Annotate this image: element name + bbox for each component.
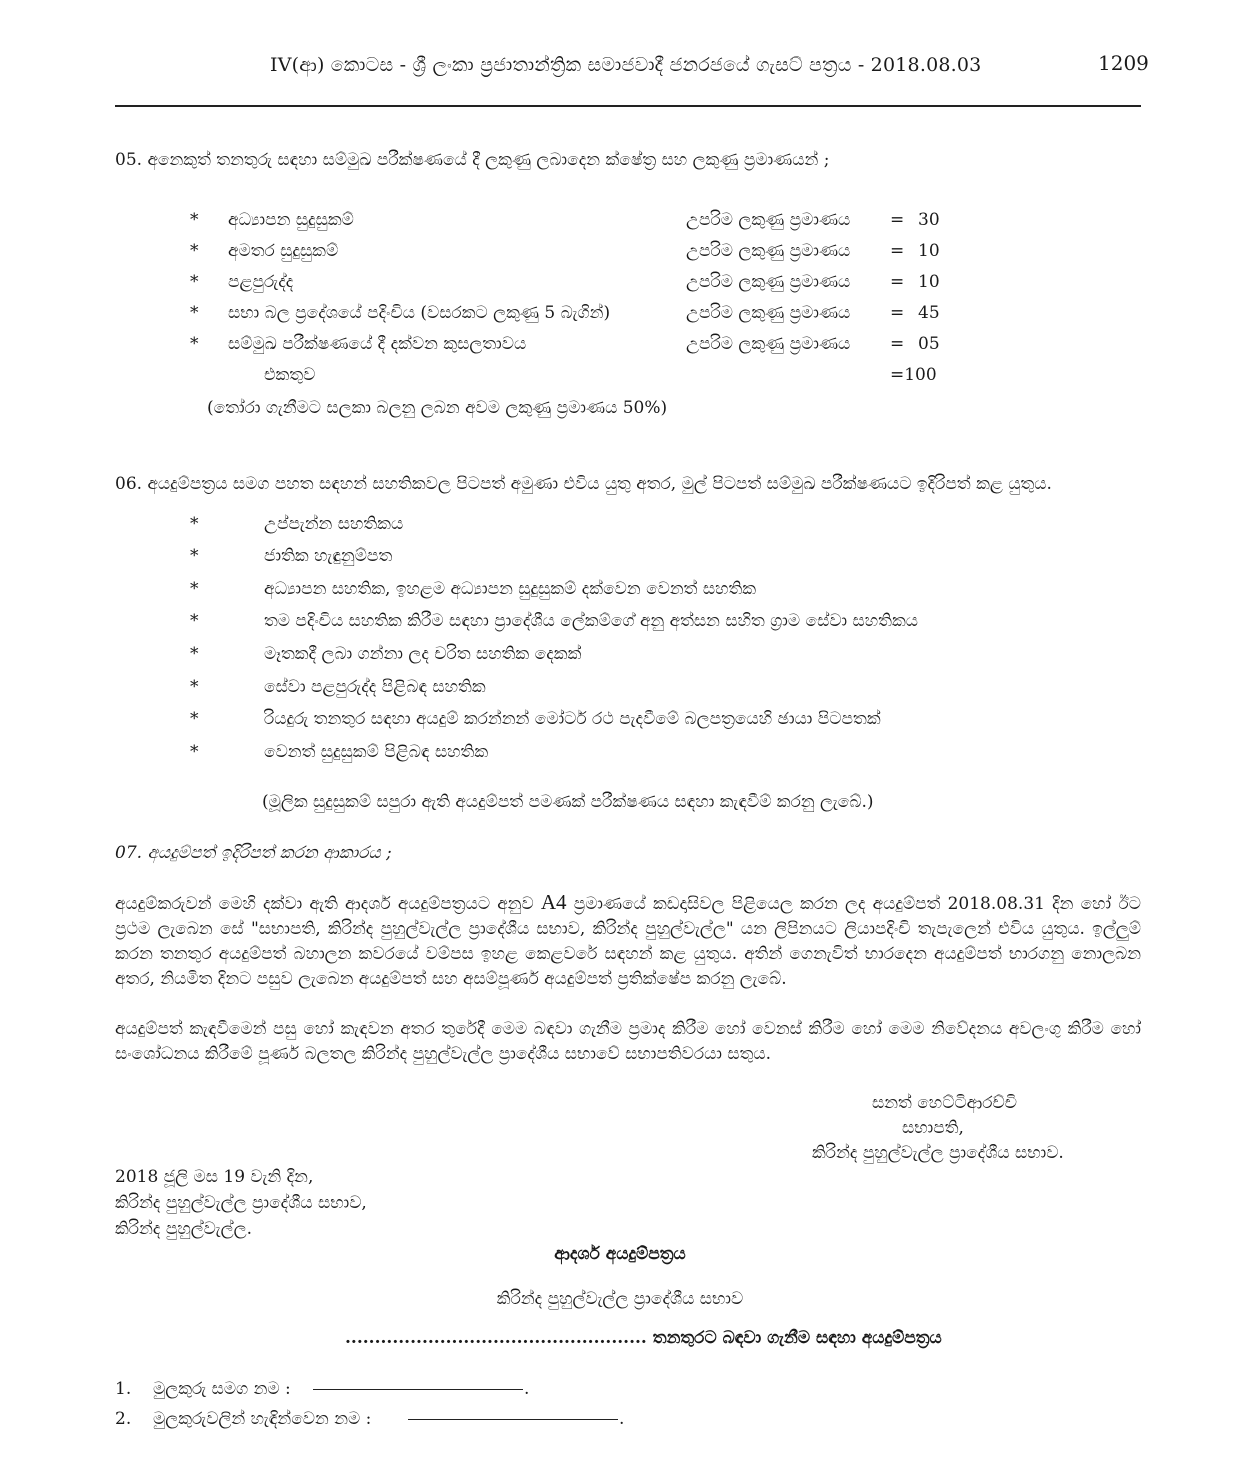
submission-paragraph [115, 890, 1141, 992]
name-with-initials-line[interactable] [313, 1389, 523, 1390]
marks-field: සම්මුඛ පරීක්ෂණයේ දී දක්වන කුසලතාවය [228, 334, 527, 354]
address-line: කිරින්ද පුහුල්වැල්ල. [115, 1219, 252, 1239]
equals-sign: = [890, 210, 905, 230]
equals-sign: = [890, 241, 905, 261]
address-line: කිරින්ද පුහුල්වැල්ල ප්‍රාදේශීය සභාව, [115, 1193, 367, 1213]
form-post-line [345, 1328, 942, 1348]
bullet: * [190, 272, 199, 292]
page-number: 1209 [1098, 51, 1149, 75]
field-label: මුලකුරු සමග නම : [153, 1379, 291, 1399]
submission-text-a: අයදුම්කරුවන් මෙහි දක්වා ඇති ආදර්ශ අයදුම්පත්‍රයට අනුව [115, 894, 534, 914]
form-org: කිරින්ද පුහුල්වැල්ල ප්‍රාදේශීය සභාව [496, 1289, 744, 1309]
field-number: 1. [115, 1379, 132, 1399]
list-item: අධ්‍යාපන සහතික, ඉහළම අධ්‍යාපන සුදුසුකම් දක්වෙන වෙනත් සහතික [264, 579, 757, 599]
marks-criteria: උපරිම ලකුණු ප්‍රමාණය [686, 272, 851, 292]
bullet: * [190, 579, 199, 599]
rights-paragraph: අයදුම්පත් කැඳවීමෙන් පසු හෝ කැඳවන අතර තුරේදී මෙම බඳවා ගැනීම ප්‍රමාද කිරීම හෝ වෙනස් කිරීම හෝ මෙම නිවේදනය අවලංගු කිරීම හෝ සංශෝධනය කිරීමේ පූර්ණ බලතල කිරින්ද පුහුල්වැල්ල ප්‍රාදේශීය සභාවේ සභාපතිවරයා සතුය. [115, 1019, 1141, 1064]
signatory-name: සනත් හෙට්ටිආරච්චි [872, 1093, 1018, 1113]
list-item: මෑතකදී ලබා ගන්නා ලද චරිත සහතික දෙකක් [264, 644, 582, 664]
section-06-note: (මූලික සුදුසුකම් සපුරා ඇති අයදුම්පත් පමණක් පරීක්ෂණය සඳහා කැඳවීම් කරනු ලැබේ.) [262, 792, 874, 812]
total-label: එකතුව [264, 365, 316, 385]
gazette-header-title: IV(ආ) කොටස - ශ්‍රී ලංකා ප්‍රජාතාන්ත්‍රික සමාජවාදී ජනරජයේ ගැසට් පත්‍රය - 2018.08.03 [270, 54, 982, 76]
equals-sign: = [890, 303, 905, 323]
paper-size: A4 [540, 890, 567, 914]
bullet: * [190, 303, 199, 323]
bullet: * [190, 241, 199, 261]
submission-text-b: ප්‍රමාණයේ කඩදාසිවල පිළියෙල කරන ලද අයදුම්පත් 2018.08.31 දින හෝ ඊට ප්‍රථම ලැබෙන සේ "සභාපති, කිරින්ද පුහුල්වැල්ල ප්‍රාදේශීය සභාව, කිරින්ද පුහුල්වැල්ල" යන ලිපිනයට ලියාපදිංචි තැපැලෙන් එවිය යුතුය. ඉල්ලුම් කරන තනතුර අයදුම්පත් බහාලන කවරයේ වම්පස ඉහළ කෙළවරේ සඳහන් කළ යුතුය. අතින් ගෙනැවිත් භාරදෙන අයදුම්පත් භාරගනු නොලබන අතර, නියමිත දිනට පසුව ලැබෙන අයදුම්පත් සහ අසම්පූර්ණ අයදුම්පත් ප්‍රතික්ෂේප කරනු ලැබේ. [115, 894, 1141, 989]
bullet: * [190, 742, 199, 762]
signatory-org: කිරින්ද පුහුල්වැල්ල ප්‍රාදේශීය සභාව. [812, 1143, 1064, 1163]
form-title: ආදර්ශ අයදුම්පත්‍රය [554, 1244, 686, 1264]
marks-field: සභා බල ප්‍රදේශයේ පදිංචිය (වසරකට ලකුණු 5 බැගින්) [228, 303, 611, 323]
list-item: උප්පැන්න සහතිකය [264, 514, 404, 534]
header-rule [115, 105, 1141, 107]
list-item: සේවා පළපුරුද්ද පිළිබඳ සහතික [264, 677, 486, 697]
bullet: * [190, 611, 199, 631]
list-item: රියදුරු තනතුර සඳහා අයදුම් කරන්නන් මෝටර් රථ පැදවීමේ බලපත්‍රයෙහි ඡායා පිටපතක් [264, 709, 881, 729]
field-number: 2. [115, 1409, 132, 1429]
post-dots: ................................................... [345, 1328, 647, 1348]
field-end: . [524, 1379, 530, 1399]
marks-value: 10 [918, 272, 940, 292]
marks-criteria: උපරිම ලකුණු ප්‍රමාණය [686, 241, 851, 261]
name-denoted-by-initials-line[interactable] [408, 1419, 618, 1420]
list-item: ජාතික හැඳුනුම්පත [264, 546, 393, 566]
section-07-heading: 07. අයදුම්පත් ඉදිරිපත් කරන ආකාරය ; [115, 843, 392, 863]
marks-value: 30 [918, 210, 940, 230]
total-value: =100 [890, 365, 937, 385]
marks-value: 45 [918, 303, 940, 323]
section-06-heading: 06. අයදුම්පත්‍රය සමග පහත සඳහන් සහතිකවල පිටපත් අමුණා එවිය යුතු අතර, මුල් පිටපත් සම්මුඛ පරීක්ෂණයට ඉදිරිපත් කළ යුතුය. [115, 474, 1052, 494]
equals-sign: = [890, 334, 905, 354]
field-label: මුලකුරුවලින් හැඳින්වෙන නම : [153, 1409, 372, 1429]
section-05-note: (තෝරා ගැනීමට සලකා බලනු ලබන අවම ලකුණු ප්‍රමාණය 50%) [207, 398, 668, 418]
field-end: . [619, 1409, 625, 1429]
marks-criteria: උපරිම ලකුණු ප්‍රමාණය [686, 210, 851, 230]
marks-field: අධ්‍යාපන සුදුසුකම් [228, 210, 354, 230]
signatory-title: සභාපති, [902, 1118, 964, 1138]
bullet: * [190, 546, 199, 566]
list-item: තම පදිංචිය සහතික කිරීම සඳහා ප්‍රාදේශීය ලේකම්ගේ අනු අත්සන සහිත ග්‍රාම සේවා සහතිකය [264, 611, 918, 631]
bullet: * [190, 644, 199, 664]
bullet: * [190, 677, 199, 697]
list-item: වෙනත් සුදුසුකම් පිළිබඳ සහතික [264, 742, 489, 762]
bullet: * [190, 334, 199, 354]
marks-value: 10 [918, 241, 940, 261]
marks-criteria: උපරිම ලකුණු ප්‍රමාණය [686, 334, 851, 354]
marks-criteria: උපරිම ලකුණු ප්‍රමාණය [686, 303, 851, 323]
section-05-heading: 05. අනෙකුත් තනතුරු සඳහා සම්මුඛ පරීක්ෂණයේ දී ලකුණු ලබාදෙන ක්ෂේත්‍ර සහ ලකුණු ප්‍රමාණයන් ; [115, 150, 830, 170]
marks-field: පළපුරුද්ද [228, 272, 294, 292]
bullet: * [190, 210, 199, 230]
bullet: * [190, 709, 199, 729]
bullet: * [190, 514, 199, 534]
post-label: තනතුරට බඳවා ගැනීම සඳහා අයදුම්පත්‍රය [652, 1328, 942, 1348]
marks-field: අමතර සුදුසුකම් [228, 241, 339, 261]
equals-sign: = [890, 272, 905, 292]
marks-value: 05 [918, 334, 940, 354]
notice-date: 2018 ජූලි මස 19 වැනි දින, [115, 1167, 314, 1187]
